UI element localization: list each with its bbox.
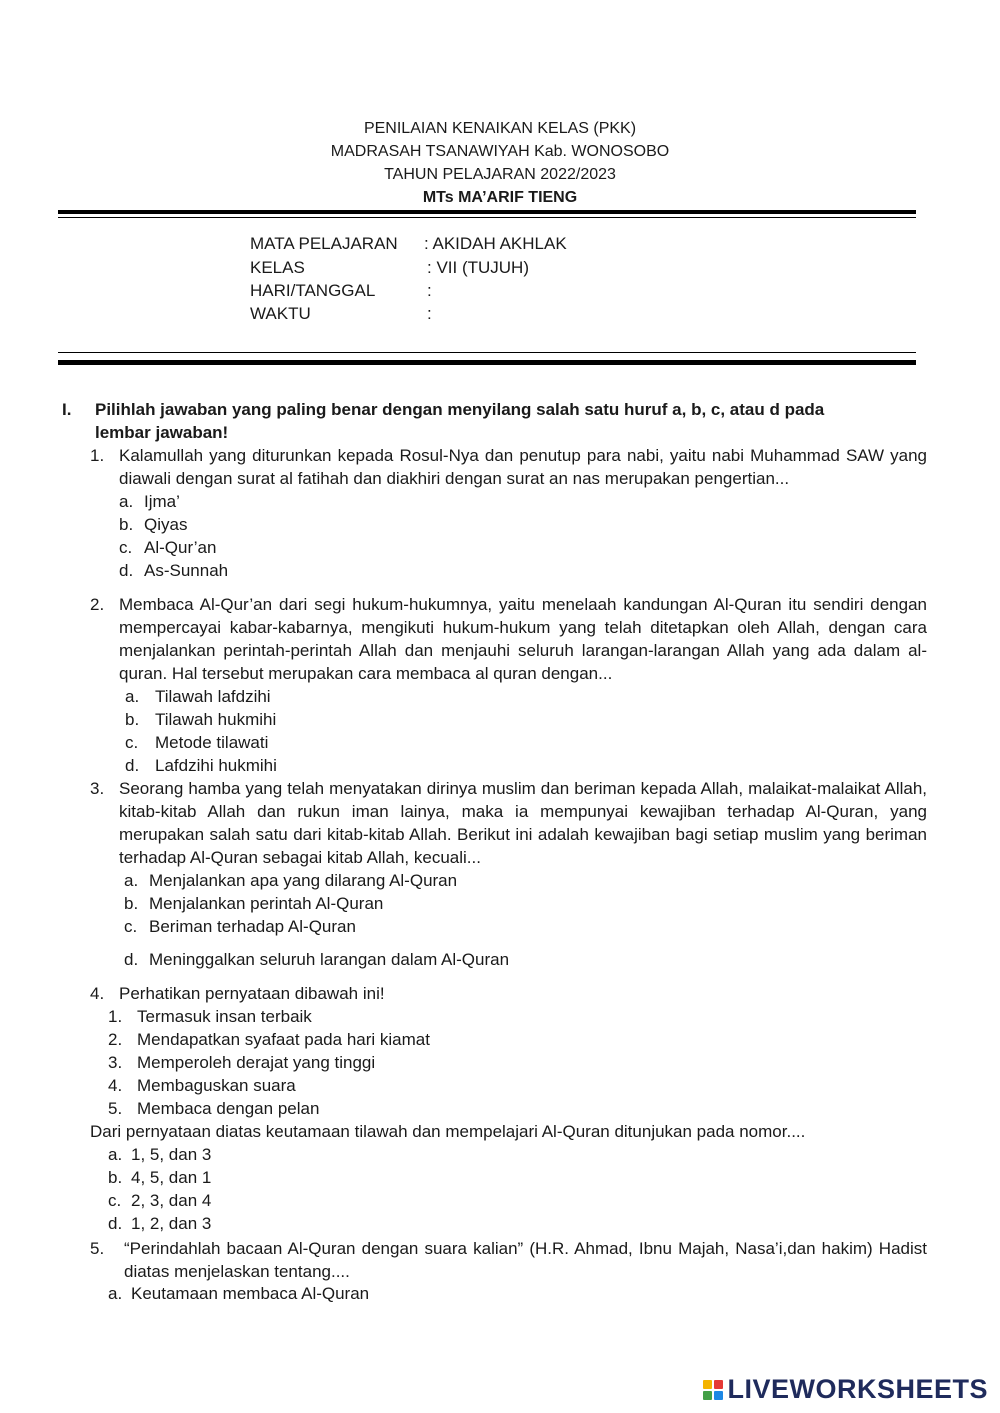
q4-option-d-text: 1, 2, dan 3 (131, 1214, 212, 1233)
q4-statement-1-number: 1. (108, 1007, 123, 1026)
q1-option-a-text: Ijma’ (144, 492, 180, 511)
q4-option-c-letter: c. (108, 1191, 122, 1210)
q4-statement-4-number: 4. (108, 1076, 123, 1095)
q3-option-a-text: Menjalankan apa yang dilarang Al-Quran (149, 871, 458, 890)
q4-statement-2-number: 2. (108, 1030, 123, 1049)
liveworksheets-logo-text: LIVEWORKSHEETS (727, 1374, 988, 1404)
q1-option-c-letter: c. (119, 538, 133, 557)
q4-statement-3-number: 3. (108, 1053, 123, 1072)
q3-option-d-letter: d. (124, 950, 139, 969)
q2-option-b-letter: b. (125, 710, 140, 729)
question-5-text: “Perindahlah bacaan Al-Quran dengan suara kalian” (H.R. Ahmad, Ibnu Majah, Nasa’i,dan hakim) Hadist diatas menjelaskan tentang.... (124, 1239, 927, 1281)
q2-option-c-letter: c. (125, 733, 139, 752)
header-line-3: TAHUN PELAJARAN 2022/2023 (384, 166, 616, 183)
q4-statement-5-text: Membaca dengan pelan (137, 1099, 320, 1118)
school-name: MTs MA’ARIF TIENG (422, 189, 578, 206)
q2-option-c-text: Metode tilawati (155, 733, 269, 752)
q2-option-b-text: Tilawah hukmihi (155, 710, 277, 729)
q4-option-b-letter: b. (108, 1168, 123, 1187)
q1-option-d-letter: d. (119, 561, 134, 580)
question-1-number: 1. (90, 446, 105, 465)
q4-option-a-letter: a. (108, 1145, 123, 1164)
q1-option-b-text: Qiyas (144, 515, 188, 534)
date-label: HARI/TANGGAL (250, 281, 376, 300)
q3-option-c-text: Beriman terhadap Al-Quran (149, 917, 356, 936)
section-instruction-1: Pilihlah jawaban yang paling benar dengan menyilang salah satu huruf a, b, c, atau d pada (95, 400, 825, 419)
subject-label: MATA PELAJARAN (250, 234, 398, 253)
q4-statement-1-text: Termasuk insan terbaik (137, 1007, 312, 1026)
q2-option-d-text: Lafdzihi hukmihi (155, 756, 277, 775)
q1-option-b-letter: b. (119, 515, 134, 534)
question-2-number: 2. (90, 595, 105, 614)
info-rule-thin (58, 352, 916, 353)
q5-option-a-letter: a. (108, 1284, 123, 1303)
q4-followup: Dari pernyataan diatas keutamaan tilawah dan mempelajari Al-Quran ditunjukan pada nomor.... (90, 1122, 806, 1141)
q4-option-a-text: 1, 5, dan 3 (131, 1145, 212, 1164)
time-value: : (427, 304, 432, 323)
header-line-1: PENILAIAN KENAIKAN KELAS (PKK) (363, 120, 637, 137)
header-rule-thick (58, 210, 916, 214)
q3-option-b-letter: b. (124, 894, 139, 913)
liveworksheets-logo (703, 1374, 988, 1405)
q4-statement-5-number: 5. (108, 1099, 123, 1118)
q3-option-d-text: Meninggalkan seluruh larangan dalam Al-Quran (149, 950, 510, 969)
question-3-number: 3. (90, 779, 105, 798)
section-instruction-2: lembar jawaban! (95, 423, 229, 442)
subject-value: : AKIDAH AKHLAK (424, 234, 567, 253)
q4-statement-4-text: Membaguskan suara (137, 1076, 296, 1095)
class-value: : VII (TUJUH) (427, 258, 529, 277)
question-3-text: Seorang hamba yang telah menyatakan dirinya muslim dan beriman kepada Allah, malaikat-malaikat Allah, kitab-kitab Allah dan rukun iman lainya, maka ia mempunyai kewajiban terhadap Al-Quran, yang merupakan salah satu dari kitab-kitab Allah. Berikut ini adalah kewajiban bagi setiap muslim yang beriman terhadap Al-Quran sebagai kitab Allah, kecuali... (119, 779, 927, 867)
q3-option-a-letter: a. (124, 871, 139, 890)
class-label: KELAS (250, 258, 305, 277)
time-label: WAKTU (250, 304, 311, 323)
liveworksheets-logo-icon (703, 1380, 723, 1400)
q1-option-a-letter: a. (119, 492, 134, 511)
info-rule-thick (58, 360, 916, 365)
section-number: I. (62, 400, 72, 419)
question-1-text: Kalamullah yang diturunkan kepada Rosul-Nya dan penutup para nabi, yaitu nabi Muhammad SAW yang diawali dengan surat al fatihah dan diakhiri dengan surat an nas merupakan pengertian... (119, 446, 927, 488)
question-2-text: Membaca Al-Qur’an dari segi hukum-hukumnya, yaitu menelaah kandungan Al-Quran itu sendiri dengan mempercayai kabar-kabarnya, mengikuti hukum-hukum yang telah ditetapkan oleh Allah, dengan cara menjalankan perintah-perintah Allah dan menjauhi seluruh larangan-larangan Allah yang ada dalam al-quran. Hal tersebut merupakan cara membaca al quran dengan... (119, 595, 927, 683)
q4-option-b-text: 4, 5, dan 1 (131, 1168, 212, 1187)
q3-option-c-letter: c. (124, 917, 138, 936)
q2-option-a-letter: a. (125, 687, 140, 706)
q4-option-d-letter: d. (108, 1214, 123, 1233)
question-5-number: 5. (90, 1239, 105, 1258)
header-line-2: MADRASAH TSANAWIYAH Kab. WONOSOBO (330, 143, 670, 160)
q2-option-d-letter: d. (125, 756, 140, 775)
q3-option-b-text: Menjalankan perintah Al-Quran (149, 894, 384, 913)
q4-statement-3-text: Memperoleh derajat yang tinggi (137, 1053, 376, 1072)
q1-option-d-text: As-Sunnah (144, 561, 229, 580)
q5-option-a-text: Keutamaan membaca Al-Quran (131, 1284, 370, 1303)
q4-statement-2-text: Mendapatkan syafaat pada hari kiamat (137, 1030, 430, 1049)
q4-option-c-text: 2, 3, dan 4 (131, 1191, 212, 1210)
q2-option-a-text: Tilawah lafdzihi (155, 687, 271, 706)
question-4-text: Perhatikan pernyataan dibawah ini! (119, 984, 385, 1003)
date-value: : (427, 281, 432, 300)
question-4-number: 4. (90, 984, 105, 1003)
header-rule-thin (58, 217, 916, 218)
q1-option-c-text: Al-Qur’an (144, 538, 217, 557)
